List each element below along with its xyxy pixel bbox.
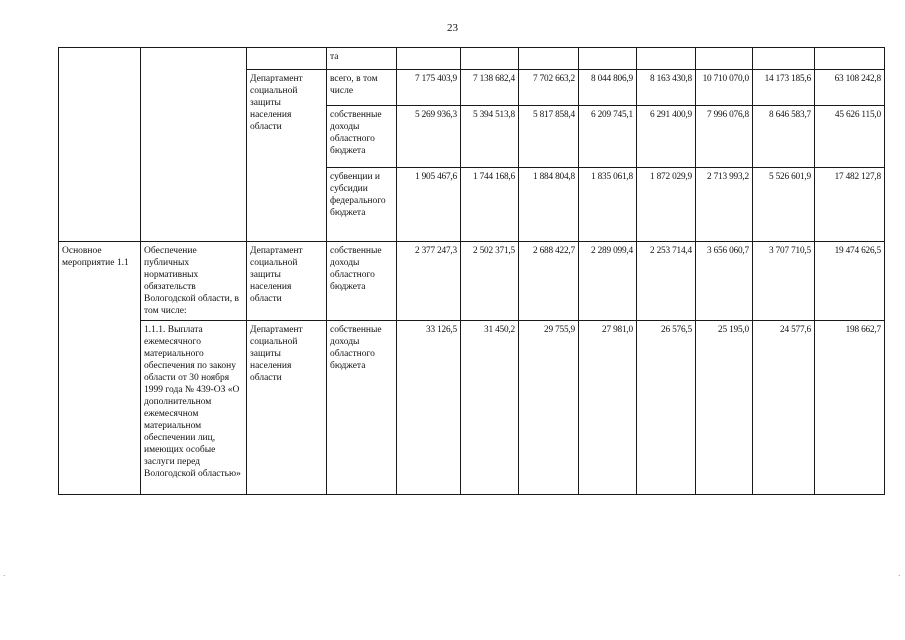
cell-value: 19 474 626,5 [815, 242, 885, 321]
cell-value [579, 48, 637, 70]
page-number: 23 [447, 22, 458, 34]
cell-value: 5 817 858,4 [519, 106, 579, 168]
table-row [59, 48, 885, 70]
cell-value: 1 835 061,8 [579, 168, 637, 242]
cell-value [461, 48, 519, 70]
cell-value: 8 163 430,8 [637, 70, 696, 106]
cell-value: 3 656 060,7 [696, 242, 753, 321]
cell-activity: Основное мероприятие 1.1 [59, 242, 141, 495]
cell-value: 29 755,9 [519, 321, 579, 495]
cell-value: 7 175 403,9 [397, 70, 461, 106]
cell-value: 27 981,0 [579, 321, 637, 495]
cell-department: Департамент социальной защиты населения области [247, 70, 327, 242]
cell-value: 5 526 601,9 [753, 168, 815, 242]
scan-mark-left: · [3, 572, 6, 580]
cell-value: 25 195,0 [696, 321, 753, 495]
cell-value: 7 702 663,2 [519, 70, 579, 106]
cell-value: 2 502 371,5 [461, 242, 519, 321]
cell-value: 7 996 076,8 [696, 106, 753, 168]
cell-description: 1.1.1. Выплата ежемесячного материального обеспечения по закону области от 30 ноября 1999 года № 439-ОЗ «О дополнительном ежемесячном материальном обеспечении лиц, имеющих особые заслуги перед Вологодской областью» [141, 321, 247, 495]
cell-value: 3 707 710,5 [753, 242, 815, 321]
cell-value: 10 710 070,0 [696, 70, 753, 106]
cell-value: 8 646 583,7 [753, 106, 815, 168]
cell-value: 17 482 127,8 [815, 168, 885, 242]
cell-value: 2 253 714,4 [637, 242, 696, 321]
cell-value: 8 044 806,9 [579, 70, 637, 106]
cell-value: 2 289 099,4 [579, 242, 637, 321]
cell-value [696, 48, 753, 70]
cell-value: 6 209 745,1 [579, 106, 637, 168]
table-row [59, 321, 885, 495]
cell-value: 31 450,2 [461, 321, 519, 495]
cell-value: 198 662,7 [815, 321, 885, 495]
cell-value: 26 576,5 [637, 321, 696, 495]
cell-value [519, 48, 579, 70]
table-row [59, 242, 885, 321]
cell-value: 45 626 115,0 [815, 106, 885, 168]
cell-value: 14 173 185,6 [753, 70, 815, 106]
cell-value: 2 713 993,2 [696, 168, 753, 242]
cell-value [815, 48, 885, 70]
cell-department: Департамент социальной защиты населения области [247, 321, 327, 495]
scan-mark-right: · [898, 572, 901, 580]
cell-source: собственные доходы областного бюджета [327, 321, 397, 495]
cell-value: 1 905 467,6 [397, 168, 461, 242]
cell-value [637, 48, 696, 70]
cell-source: собственные доходы областного бюджета [327, 242, 397, 321]
cell-department: Департамент социальной защиты населения области [247, 242, 327, 321]
cell-value: 1 872 029,9 [637, 168, 696, 242]
cell-source: та [327, 48, 397, 70]
cell-description: Обеспечение публичных нормативных обязательств Вологодской области, в том числе: [141, 242, 247, 321]
cell-value: 2 688 422,7 [519, 242, 579, 321]
cell-value: 2 377 247,3 [397, 242, 461, 321]
cell-value: 24 577,6 [753, 321, 815, 495]
cell-value: 5 269 936,3 [397, 106, 461, 168]
cell-value: 1 744 168,6 [461, 168, 519, 242]
cell-value [397, 48, 461, 70]
cell-value [753, 48, 815, 70]
cell-col1 [59, 48, 141, 242]
budget-table [58, 47, 885, 495]
cell-col3 [247, 48, 327, 70]
cell-value: 5 394 513,8 [461, 106, 519, 168]
cell-source: субвенции и субсидии федерального бюджета [327, 168, 397, 242]
cell-value: 33 126,5 [397, 321, 461, 495]
cell-value: 1 884 804,8 [519, 168, 579, 242]
cell-source: всего, в том числе [327, 70, 397, 106]
cell-value: 6 291 400,9 [637, 106, 696, 168]
cell-value: 63 108 242,8 [815, 70, 885, 106]
cell-value: 7 138 682,4 [461, 70, 519, 106]
cell-source: собственные доходы областного бюджета [327, 106, 397, 168]
cell-col2 [141, 48, 247, 242]
